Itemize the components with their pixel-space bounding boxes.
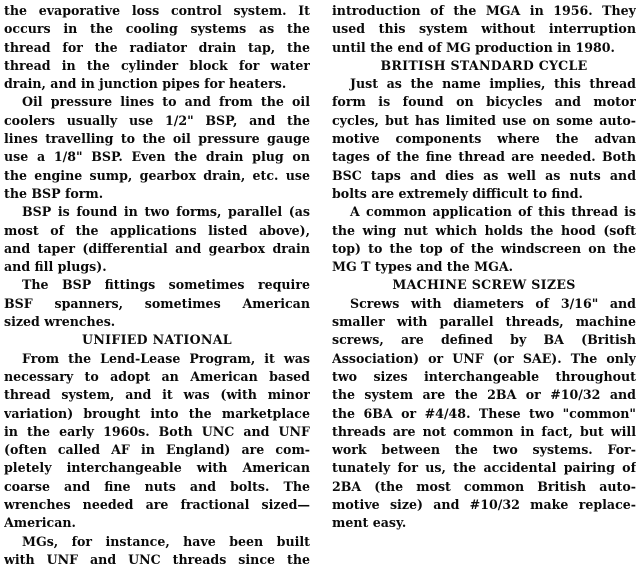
- text-line: MG T types and the MGA.: [332, 259, 513, 275]
- text-line: with UNF and UNC threads since the: [4, 551, 310, 567]
- text-line: top) to the top of the windscreen on the: [332, 240, 636, 256]
- text-line: threads are not common in fact, but will: [332, 423, 636, 439]
- text-line: introduction of the MGA in 1956. They: [332, 3, 636, 18]
- text-line: (often called AF in England) are com-: [4, 442, 310, 458]
- text-line: coolers usually use 1/2" BSP, and the: [4, 112, 310, 128]
- text-line: the evaporative loss control system. It: [4, 3, 310, 18]
- text-line: BSC taps and dies as well as nuts and: [332, 167, 636, 183]
- text-line: the system are the 2BA or #10/32 and: [332, 387, 636, 403]
- text-line: motive size) and #10/32 make replace-: [332, 497, 636, 513]
- text-line: Association) or UNF (or SAE). The only: [332, 350, 636, 366]
- text-line: ment easy.: [332, 515, 407, 531]
- text-line: pletely interchangeable with American: [4, 460, 310, 476]
- text-line: MGs, for instance, have been built: [22, 533, 310, 549]
- text-line: lines travelling to the oil pressure gauge: [4, 131, 310, 147]
- paragraph-screws: [332, 295, 636, 533]
- text-line: until the end of MG production in 1980.: [332, 39, 615, 55]
- text-line: Screws with diameters of 3/16" and: [350, 295, 636, 311]
- text-line: American.: [4, 515, 76, 531]
- left-column: [4, 2, 310, 569]
- text-line: the wing nut which holds the hood (soft: [332, 222, 636, 238]
- text-line: thread in the cylinder block for water: [4, 57, 310, 73]
- section-heading-british-standard-cycle: BRITISH STANDARD CYCLE: [380, 57, 588, 73]
- text-line: motive components where the advan: [332, 131, 636, 147]
- text-line: From the Lend-Lease Program, it was: [22, 350, 310, 366]
- text-line: the engine sump, gearbox drain, etc. use: [4, 167, 310, 183]
- paragraph-lend-lease: [4, 350, 310, 533]
- text-line: work between the two systems. For-: [332, 442, 636, 458]
- text-line: thread for the radiator drain tap, the: [4, 39, 310, 55]
- text-line: and taper (differential and gearbox drain: [4, 240, 310, 256]
- text-line: sized wrenches.: [4, 314, 116, 330]
- text-line: in the early 1960s. Both UNC and UNF: [4, 423, 310, 439]
- text-line: most of the applications listed above),: [4, 222, 310, 238]
- paragraph-bicycles: [332, 75, 636, 203]
- text-line: thread system, and it was (with minor: [4, 387, 310, 403]
- paragraph-mga-introduction: [332, 2, 636, 57]
- right-column: [332, 2, 636, 533]
- text-line: The BSP fittings sometimes require: [22, 277, 310, 293]
- text-line: the 6BA or #4/48. These two "common": [332, 405, 636, 421]
- text-line: A common application of this thread is: [350, 204, 636, 220]
- text-line: Oil pressure lines to and from the oil: [22, 94, 310, 110]
- text-line: form is found on bicycles and motor: [332, 94, 636, 110]
- text-line: the BSP form.: [4, 185, 104, 201]
- text-line: screws, are defined by BA (British: [332, 332, 636, 348]
- paragraph-mgs: [4, 533, 310, 570]
- section-heading-unified-national: UNIFIED NATIONAL: [82, 332, 232, 348]
- text-line: occurs in the cooling systems as the: [4, 21, 310, 37]
- text-line: variation) brought into the marketplace: [4, 405, 310, 421]
- text-line: use a 1/8" BSP. Even the drain plug on: [4, 149, 310, 165]
- section-heading-machine-screw-sizes: MACHINE SCREW SIZES: [392, 277, 576, 293]
- text-line: Just as the name implies, this thread: [350, 76, 636, 92]
- text-line: two sizes interchangeable throughout: [332, 368, 636, 384]
- paragraph-bsp-fittings: [4, 276, 310, 331]
- text-line: and fill plugs).: [4, 259, 107, 275]
- text-line: drain, and in junction pipes for heaters.: [4, 76, 287, 92]
- text-line: BSF spanners, sometimes American: [4, 295, 310, 311]
- text-line: necessary to adopt an American based: [4, 368, 310, 384]
- paragraph-bsp-forms: [4, 203, 310, 276]
- text-line: used this system without interruption: [332, 21, 636, 37]
- paragraph-evaporative: [4, 2, 310, 93]
- paragraph-oil-pressure: [4, 93, 310, 203]
- text-line: cycles, but has limited use on some auto-: [332, 112, 636, 128]
- text-line: tages of the fine thread are needed. Both: [332, 149, 636, 165]
- text-line: tunately for us, the accidental pairing of: [332, 460, 636, 476]
- text-line: bolts are extremely difficult to find.: [332, 185, 583, 201]
- text-line: smaller with parallel threads, machine: [332, 314, 636, 330]
- text-line: coarse and fine nuts and bolts. The: [4, 478, 310, 494]
- text-line: BSP is found in two forms, parallel (as: [22, 204, 310, 220]
- paragraph-wing-nut: [332, 203, 636, 276]
- text-line: 2BA (the most common British auto-: [332, 478, 636, 494]
- text-line: wrenches needed are fractional sized—: [4, 497, 310, 513]
